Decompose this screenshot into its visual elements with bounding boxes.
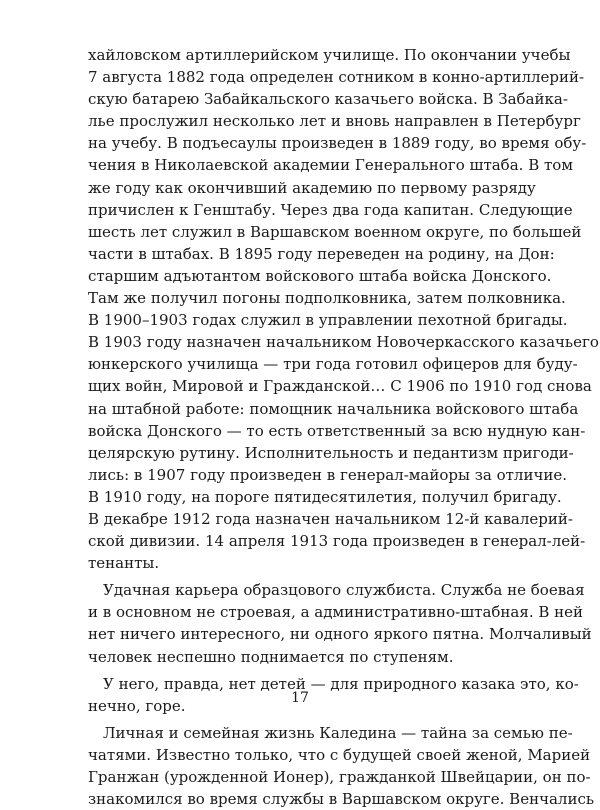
paragraph bbox=[88, 722, 595, 810]
text-line: Гранжан (урожденной Ионер), гражданкой Швейцарии, он по- bbox=[88, 768, 591, 786]
text-line: причислен к Генштабу. Через два года капитан. Следующие bbox=[88, 200, 573, 219]
text-line: ской дивизии. 14 апреля 1913 года произведен в генерал-лей- bbox=[88, 532, 586, 551]
text-line: нет ничего интересного, ни одного яркого пятна. Молчаливый bbox=[88, 625, 592, 644]
page-number: 17 bbox=[291, 690, 309, 706]
text-line: В 1910 году, на пороге пятидесятилетия, получил бригаду. bbox=[88, 487, 562, 506]
text-line: знакомился во время службы в Варшавском округе. Венчались bbox=[88, 790, 595, 809]
text-line: У него, правда, нет детей — для природного казака это, ко- bbox=[103, 674, 579, 693]
text-line: войска Донского — то есть ответственный за всю нудную кан- bbox=[88, 421, 586, 440]
text-line: лье прослужил несколько лет и вновь направлен в Петербург bbox=[88, 112, 581, 131]
text-line: Личная и семейная жизнь Каледина — тайна за семью пе- bbox=[103, 723, 573, 742]
text-line: скую батарею Забайкальского казачьего войска. В Забайка- bbox=[88, 90, 568, 109]
text-line: старшим адъютантом войскового штаба войска Донского. bbox=[88, 266, 552, 285]
text-line: 7 августа 1882 года определен сотником в конно-артиллерий- bbox=[88, 68, 585, 87]
paragraph bbox=[88, 579, 592, 667]
text-line: целярскую рутину. Исполнительность и педантизм пригоди- bbox=[88, 443, 574, 462]
text-line: чатями. Известно только, что с будущей своей женой, Марией bbox=[88, 745, 591, 764]
text-line: лись: в 1907 году произведен в генерал-майоры за отличие. bbox=[88, 465, 568, 484]
text-line: В декабре 1912 года назначен начальником 12-й кавалерий- bbox=[88, 509, 573, 528]
text-line: тенанты. bbox=[88, 554, 160, 573]
text-line: на штабной работе: помощник начальника войскового штаба bbox=[88, 399, 579, 418]
text-line: человек неспешно поднимается по ступеням. bbox=[88, 647, 454, 666]
text-line: В 1900–1903 годах служил в управлении пехотной бригады. bbox=[88, 311, 568, 330]
text-line: чения в Николаевской академии Генерального штаба. В том bbox=[88, 156, 573, 175]
text-line: юнкерского училища — три года готовил офицеров для буду- bbox=[88, 355, 578, 374]
text-line: щих войн, Мировой и Гражданской… С 1906 по 1910 год снова bbox=[88, 377, 592, 396]
text-line: части в штабах. В 1895 году переведен на родину, на Дон: bbox=[88, 244, 555, 263]
text-line: шесть лет служил в Варшавском военном округе, по большей bbox=[88, 222, 582, 241]
text-line: и в основном не строевая, а административно-штабная. В ней bbox=[88, 603, 584, 622]
text-line: хайловском артиллерийском училище. По окончании учебы bbox=[88, 46, 571, 64]
text-line: Там же получил погоны подполковника, затем полковника. bbox=[88, 289, 566, 308]
paragraph bbox=[88, 44, 599, 574]
text-line: нечно, горе. bbox=[88, 696, 186, 715]
text-line: Удачная карьера образцового службиста. Служба не боевая bbox=[103, 581, 585, 600]
text-line: же году как окончивший академию по первому разряду bbox=[88, 178, 536, 197]
text-line: на учебу. В подъесаулы произведен в 1889 году, во время обу- bbox=[88, 134, 587, 153]
text-line: В 1903 году назначен начальником Новочеркасского казачьего bbox=[88, 333, 599, 352]
